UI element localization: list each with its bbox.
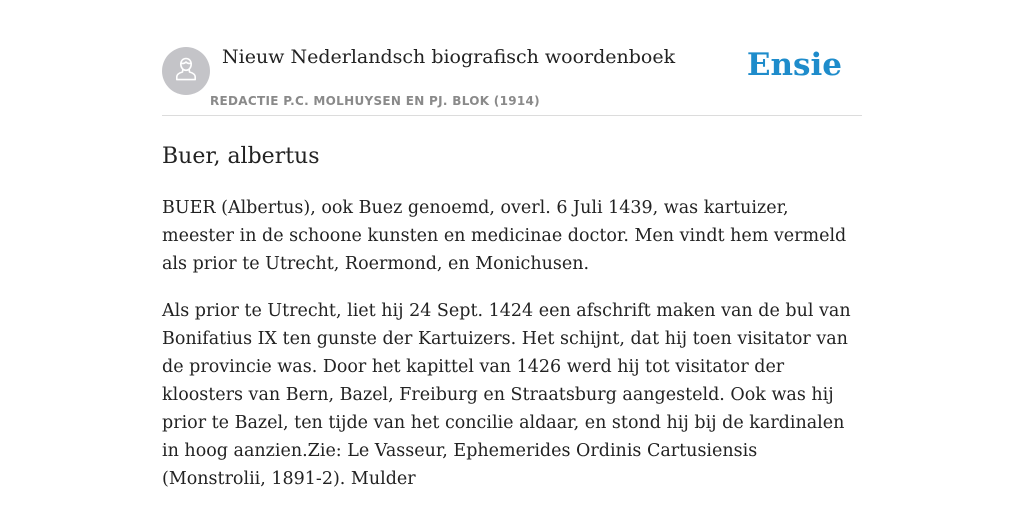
source-header <box>162 0 862 116</box>
article-paragraph: BUER (Albertus), ook Buez genoemd, overl. 6 Juli 1439, was kartuizer, meester in de schoone kunsten en medicinae doctor. Men vindt hem vermeld als prior te Utrecht, Roermond, en Monichusen. <box>162 198 847 274</box>
ensie-logo[interactable]: Ensie <box>746 47 842 83</box>
source-subtitle: REDACTIE P.C. MOLHUYSEN EN PJ. BLOK (1914) <box>210 94 540 108</box>
source-title[interactable]: Nieuw Nederlandsch biografisch woordenboek <box>222 46 676 68</box>
avatar[interactable] <box>162 47 210 95</box>
user-icon <box>173 55 199 87</box>
entry-title: Buer, albertus <box>162 144 320 169</box>
page-container <box>162 0 862 493</box>
article-paragraph: Als prior te Utrecht, liet hij 24 Sept. 1424 een afschrift maken van de bul van Bonifatius IX ten gunste der Kartuizers. Het schijnt, dat hij toen visitator van de provincie was. Door het kapittel van 1426 werd hij tot visitator der kloosters van Bern, Bazel, Freiburg en Straatsburg aangesteld. Ook was hij prior te Bazel, ten tijde van het concilie aldaar, en stond hij bij de kardinalen in hoog aanzien.Zie: Le Vasseur, Ephemerides Ordinis Cartusiensis (Monstrolii, 1891-2). Mulder <box>162 301 851 489</box>
